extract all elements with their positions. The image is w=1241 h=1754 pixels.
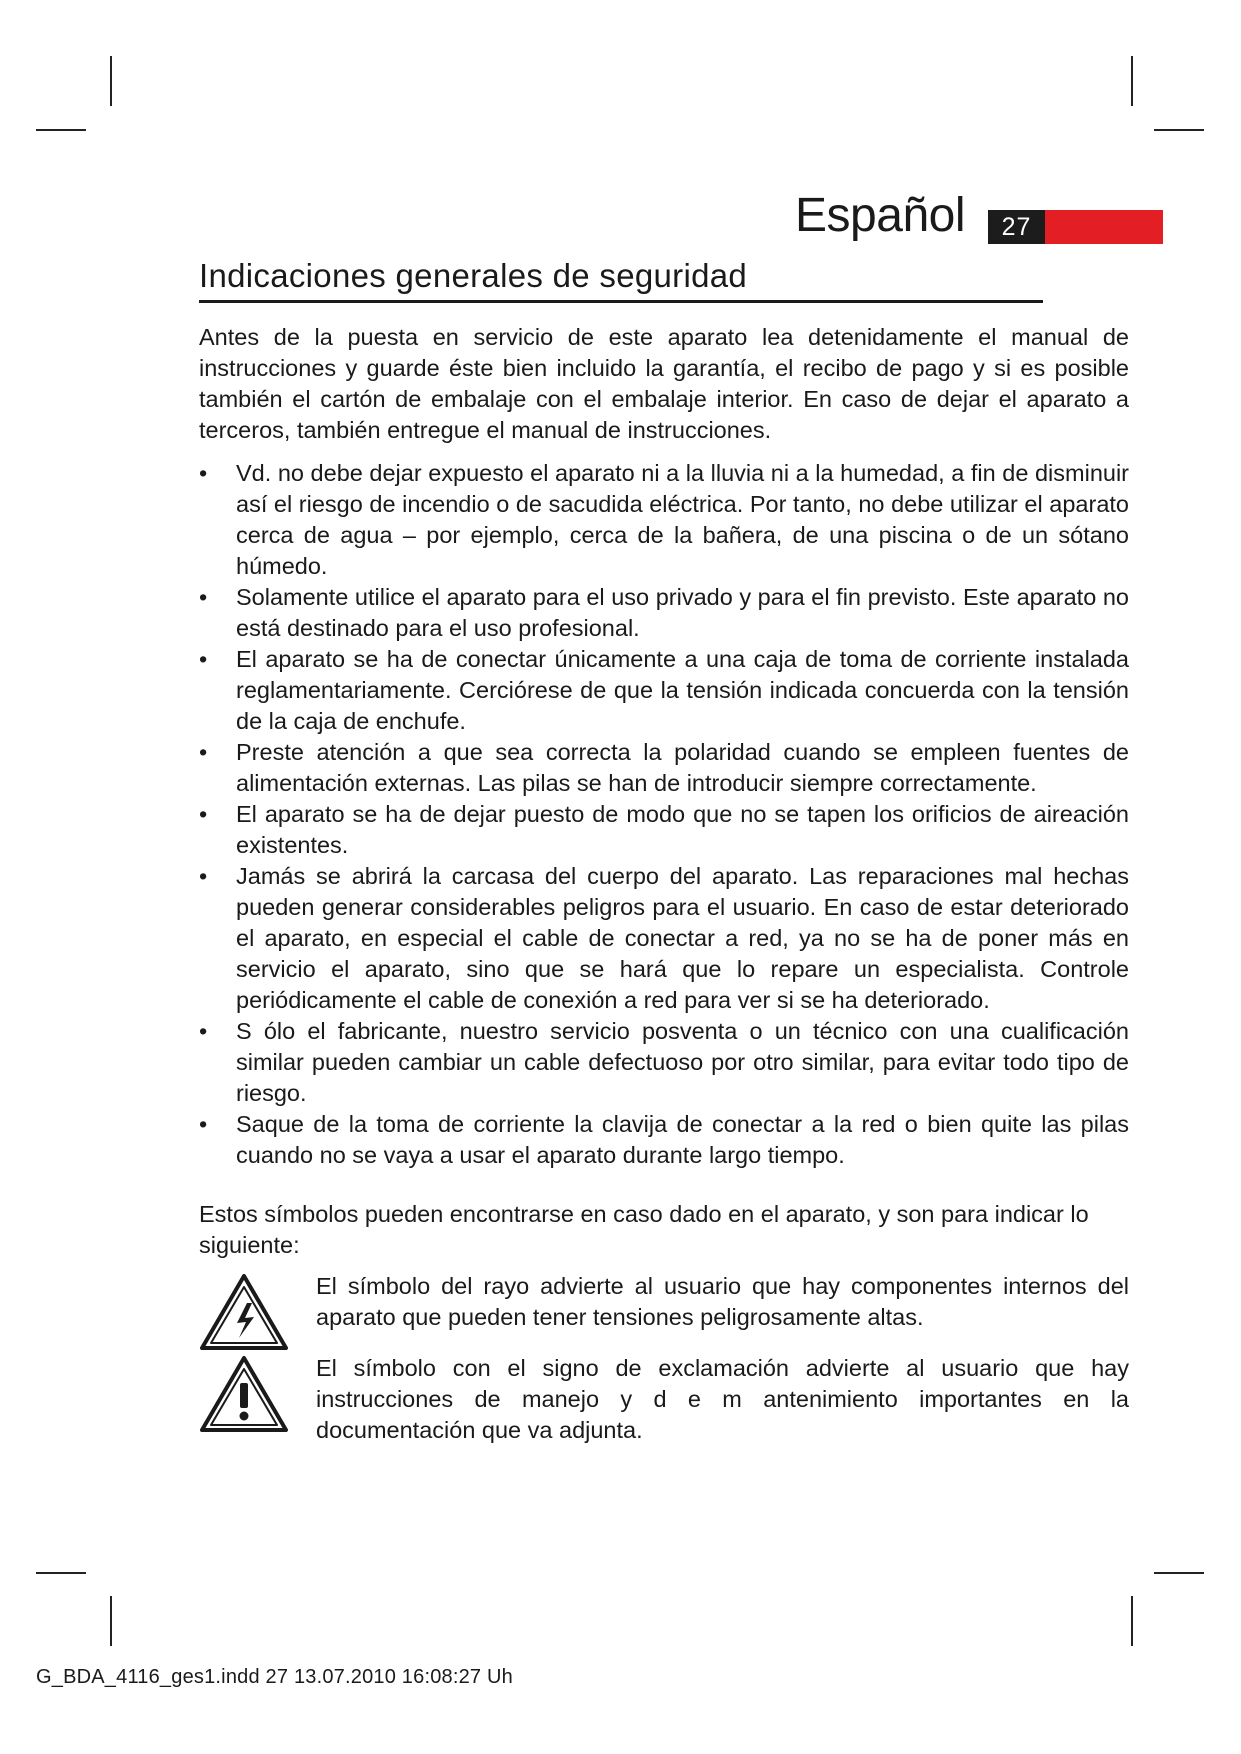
bullet-icon: •	[199, 863, 208, 889]
symbols-intro: Estos símbolos pueden encontrarse en caso dado en el aparato, y son para indicar lo siguiente:	[199, 1201, 1089, 1258]
section-title: Indicaciones generales de seguridad	[199, 257, 748, 294]
symbol-description: El símbolo del rayo advierte al usuario que hay componentes internos del aparato que pueden tener tensiones peligrosamente altas.	[316, 1273, 1129, 1330]
page-number: 27	[988, 210, 1045, 244]
bullet-icon: •	[199, 460, 208, 486]
crop-mark-top-left-vertical	[110, 56, 112, 106]
symbol-row-lightning	[199, 1271, 1129, 1345]
rule-text: Preste atención a que sea correcta la polaridad cuando se empleen fuentes de alimentación externas. Las pilas se han de introducir siempre correctamente.	[236, 739, 1129, 796]
bullet-icon: •	[199, 646, 208, 672]
bullet-icon: •	[199, 1018, 208, 1044]
rule-text: Saque de la toma de corriente la clavija de conectar a la red o bien quite las pilas cuando no se vaya a usar el aparato durante largo tiempo.	[236, 1111, 1129, 1168]
rule-text: Vd. no debe dejar expuesto el aparato ni a la lluvia ni a la humedad, a fin de disminuir así el riesgo de incendio o de sacudida eléctrica. Por tanto, no debe utilizar el aparato cerca de agua – por ejemplo, cerca de la bañera, de una piscina o de un sótano húmedo.	[236, 460, 1129, 579]
list-item	[199, 1016, 1129, 1109]
crop-mark-bottom-left-vertical	[110, 1596, 112, 1646]
rule-text: El aparato se ha de conectar únicamente a una caja de toma de corriente instalada reglamentariamente. Cerciórese de que la tensión indicada concuerda con la tensión de la caja de enchufe.	[236, 646, 1129, 734]
rule-text: El aparato se ha de dejar puesto de modo que no se tapen los orificios de aireación existentes.	[236, 801, 1129, 858]
file-slug: G_BDA_4116_ges1.indd 27 13.07.2010 16:08:27 Uh	[36, 1666, 513, 1688]
safety-rules-list	[199, 458, 1129, 1171]
language-heading: Español	[795, 189, 965, 242]
crop-mark-top-right-horizontal	[1154, 129, 1204, 131]
crop-mark-top-left-horizontal	[36, 129, 86, 131]
title-underline	[199, 300, 1043, 303]
crop-mark-top-right-vertical	[1131, 56, 1133, 106]
list-item	[199, 644, 1129, 737]
list-item	[199, 1109, 1129, 1171]
main-content	[199, 322, 1129, 1454]
crop-mark-bottom-right-vertical	[1131, 1596, 1133, 1646]
exclamation-warning-icon	[199, 1355, 289, 1433]
symbol-row-exclamation	[199, 1353, 1129, 1446]
crop-mark-bottom-right-horizontal	[1154, 1572, 1204, 1574]
list-item	[199, 737, 1129, 799]
rule-text: Jamás se abrirá la carcasa del cuerpo del aparato. Las reparaciones mal hechas pueden generar considerables peligros para el usuario. En caso de estar deteriorado el aparato, en especial el cable de conectar a red, ya no se ha de poner más en servicio el aparato, sino que se hará que lo repare un especialista. Controle periódicamente el cable de conexión a red para ver si se ha deteriorado.	[236, 863, 1129, 1013]
list-item	[199, 799, 1129, 861]
accent-bar	[1045, 210, 1163, 244]
lightning-warning-icon	[199, 1273, 289, 1351]
symbol-description: El símbolo con el signo de exclamación advierte al usuario que hay instrucciones de manejo y d e m antenimiento importantes en la documentación que va adjunta.	[316, 1355, 1129, 1443]
rule-text: S ólo el fabricante, nuestro servicio posventa o un técnico con una cualificación similar pueden cambiar un cable defectuoso por otro similar, para evitar todo tipo de riesgo.	[236, 1018, 1129, 1106]
list-item	[199, 861, 1129, 1016]
bullet-icon: •	[199, 584, 208, 610]
list-item	[199, 458, 1129, 582]
list-item	[199, 582, 1129, 644]
bullet-icon: •	[199, 1111, 208, 1137]
bullet-icon: •	[199, 739, 208, 765]
intro-paragraph: Antes de la puesta en servicio de este aparato lea detenidamente el manual de instrucciones y guarde éste bien incluido la garantía, el recibo de pago y si es posible también el cartón de embalaje con el embalaje interior. En caso de dejar el aparato a terceros, también entregue el manual de instrucciones.	[199, 324, 1129, 443]
rule-text: Solamente utilice el aparato para el uso privado y para el fin previsto. Este aparato no está destinado para el uso profesional.	[236, 584, 1129, 641]
crop-mark-bottom-left-horizontal	[36, 1572, 86, 1574]
bullet-icon: •	[199, 801, 208, 827]
